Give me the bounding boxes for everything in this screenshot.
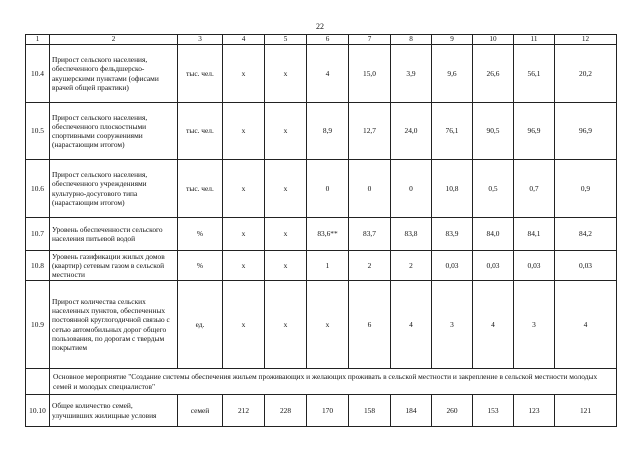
value-cell: х (223, 45, 265, 103)
indicator-name: Общее количество семей, улучшивших жилищные условия (50, 395, 178, 427)
value-cell: х (265, 251, 307, 281)
value-cell: 0,7 (514, 160, 555, 218)
indicator-name: Прирост сельского населения, обеспеченного фельдшерско-акушерскими пунктами (офисами врачей общей практики) (50, 45, 178, 103)
value-cell: 0,03 (514, 251, 555, 281)
table-row (26, 160, 617, 218)
column-number: 4 (223, 35, 265, 45)
value-cell: 123 (514, 395, 555, 427)
value-cell: 83,6** (307, 218, 349, 251)
column-number: 12 (555, 35, 617, 45)
value-cell: х (265, 45, 307, 103)
row-number: 10.10 (26, 395, 50, 427)
indicator-name: Прирост сельского населения, обеспеченного плоскостными спортивными сооружениями (нарастающим итогом) (50, 103, 178, 160)
indicator-name: Уровень газификации жилых домов (квартир) сетевым газом в сельской местности (50, 251, 178, 281)
value-cell: 9,6 (432, 45, 473, 103)
value-cell: 90,5 (473, 103, 514, 160)
value-cell: х (223, 281, 265, 369)
value-cell: 184 (391, 395, 432, 427)
unit-cell: ед. (178, 281, 223, 369)
column-number-row (26, 35, 617, 45)
column-number: 5 (265, 35, 307, 45)
value-cell: 2 (349, 251, 391, 281)
value-cell: 0 (391, 160, 432, 218)
row-number: 10.9 (26, 281, 50, 369)
value-cell: 96,9 (555, 103, 617, 160)
value-cell: 8,9 (307, 103, 349, 160)
value-cell: 3 (432, 281, 473, 369)
column-number: 7 (349, 35, 391, 45)
value-cell: 121 (555, 395, 617, 427)
value-cell: 4 (307, 45, 349, 103)
page-number: 22 (316, 22, 324, 31)
column-number: 6 (307, 35, 349, 45)
table-row (26, 45, 617, 103)
value-cell: 228 (265, 395, 307, 427)
value-cell: 83,9 (432, 218, 473, 251)
value-cell: х (223, 251, 265, 281)
column-number: 11 (514, 35, 555, 45)
value-cell: 56,1 (514, 45, 555, 103)
value-cell: 0 (307, 160, 349, 218)
value-cell: 153 (473, 395, 514, 427)
column-number: 1 (26, 35, 50, 45)
unit-cell: тыс. чел. (178, 103, 223, 160)
value-cell: 12,7 (349, 103, 391, 160)
value-cell: х (223, 218, 265, 251)
value-cell: 4 (391, 281, 432, 369)
value-cell: 10,8 (432, 160, 473, 218)
value-cell: 83,8 (391, 218, 432, 251)
value-cell: 84,0 (473, 218, 514, 251)
indicator-name: Прирост количества сельских населенных пунктов, обеспеченных постоянной круглогодичной связью с сетью автомобильных дорог общего пользования, по дорогам с твердым покрытием (50, 281, 178, 369)
value-cell: х (307, 281, 349, 369)
value-cell: 83,7 (349, 218, 391, 251)
value-cell: 4 (473, 281, 514, 369)
value-cell: 26,6 (473, 45, 514, 103)
table-row (26, 218, 617, 251)
row-number: 10.6 (26, 160, 50, 218)
value-cell: 15,0 (349, 45, 391, 103)
indicators-table (25, 34, 617, 427)
row-number: 10.5 (26, 103, 50, 160)
value-cell: 2 (391, 251, 432, 281)
unit-cell: % (178, 251, 223, 281)
value-cell: 212 (223, 395, 265, 427)
table-row (26, 281, 617, 369)
row-number: 10.7 (26, 218, 50, 251)
value-cell: х (265, 218, 307, 251)
column-number: 10 (473, 35, 514, 45)
value-cell: 96,9 (514, 103, 555, 160)
value-cell: 84,1 (514, 218, 555, 251)
section-row (26, 369, 617, 395)
value-cell: 158 (349, 395, 391, 427)
value-cell: х (265, 160, 307, 218)
value-cell: 84,2 (555, 218, 617, 251)
value-cell: 0,5 (473, 160, 514, 218)
value-cell: х (265, 281, 307, 369)
unit-cell: тыс. чел. (178, 160, 223, 218)
value-cell: 1 (307, 251, 349, 281)
value-cell: 0,03 (473, 251, 514, 281)
value-cell: 0,03 (555, 251, 617, 281)
value-cell: 3 (514, 281, 555, 369)
column-number: 8 (391, 35, 432, 45)
section-title: Основное мероприятие "Создание системы обеспечения жильем проживающих и желающих проживать в сельской местности и закрепление в сельской местности молодых семей и молодых специалистов" (50, 369, 617, 395)
value-cell: 0,03 (432, 251, 473, 281)
table-row (26, 103, 617, 160)
value-cell: 4 (555, 281, 617, 369)
indicator-name: Прирост сельского населения, обеспеченного учреждениями культурно-досугового типа (нарастающим итогом) (50, 160, 178, 218)
value-cell: 20,2 (555, 45, 617, 103)
column-number: 3 (178, 35, 223, 45)
column-number: 2 (50, 35, 178, 45)
value-cell: 24,0 (391, 103, 432, 160)
column-number: 9 (432, 35, 473, 45)
row-number: 10.8 (26, 251, 50, 281)
value-cell: 170 (307, 395, 349, 427)
value-cell: 3,9 (391, 45, 432, 103)
value-cell: 6 (349, 281, 391, 369)
row-number: 10.4 (26, 45, 50, 103)
unit-cell: % (178, 218, 223, 251)
table-row (26, 251, 617, 281)
value-cell: х (223, 160, 265, 218)
value-cell: х (265, 103, 307, 160)
empty-cell (26, 369, 50, 395)
unit-cell: семей (178, 395, 223, 427)
value-cell: 0 (349, 160, 391, 218)
value-cell: 0,9 (555, 160, 617, 218)
value-cell: х (223, 103, 265, 160)
value-cell: 260 (432, 395, 473, 427)
unit-cell: тыс. чел. (178, 45, 223, 103)
value-cell: 76,1 (432, 103, 473, 160)
indicator-name: Уровень обеспеченности сельского населения питьевой водой (50, 218, 178, 251)
table-row (26, 395, 617, 427)
